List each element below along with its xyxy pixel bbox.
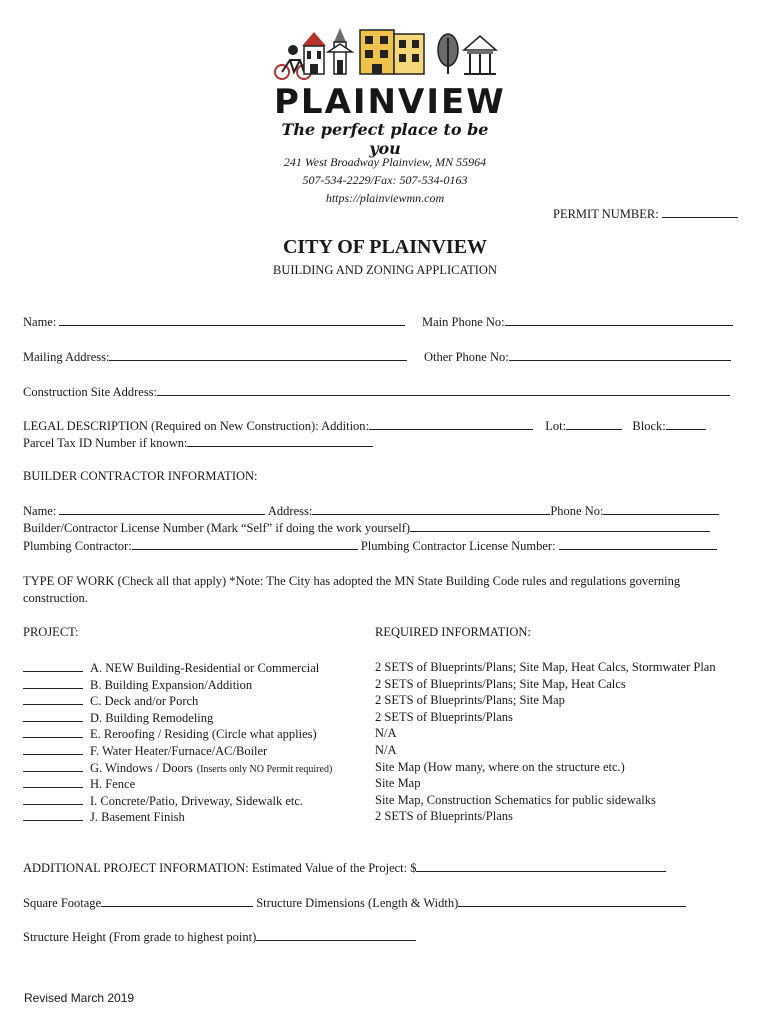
parcel-row (23, 435, 373, 451)
structure-height-field[interactable] (256, 929, 416, 941)
project-check-field[interactable] (23, 710, 83, 722)
permit-number-row (553, 206, 738, 222)
project-label: G. Windows / Doors (90, 760, 193, 775)
type-of-work-line-2: construction. (23, 591, 88, 605)
license-field[interactable] (410, 520, 710, 532)
required-heading: REQUIRED INFORMATION: (375, 625, 531, 639)
builder-heading: BUILDER CONTRACTOR INFORMATION: (23, 469, 258, 483)
project-label: E. Reroofing / Residing (Circle what applies) (90, 727, 317, 742)
required-info: N/A (375, 726, 397, 741)
builder-address-field[interactable] (312, 503, 550, 515)
church-icon (328, 28, 352, 74)
other-phone-label: Other Phone No: (424, 350, 509, 364)
project-label: B. Building Expansion/Addition (90, 677, 253, 692)
project-check-field[interactable] (23, 793, 83, 805)
project-label: C. Deck and/or Porch (90, 694, 199, 709)
block-field[interactable] (666, 418, 706, 430)
required-info: Site Map (375, 776, 421, 791)
storefront-icon (360, 30, 424, 74)
address-line-3: https://plainviewmn.com (325, 191, 445, 205)
logo-tagline: The perfect place to be you (281, 120, 489, 158)
plainview-logo (268, 24, 506, 158)
builder-phone-label: Phone No: (550, 504, 604, 518)
required-info: 2 SETS of Blueprints/Plans; Site Map (375, 693, 565, 708)
project-row (23, 710, 213, 726)
parcel-label: Parcel Tax ID Number if known: (23, 436, 188, 450)
required-info: Site Map (How many, where on the structure etc.) (375, 759, 625, 774)
required-info: Site Map, Construction Schematics for public sidewalks (375, 792, 656, 807)
builder-name-row (23, 503, 719, 519)
other-phone-row (424, 349, 731, 365)
site-field[interactable] (157, 384, 730, 396)
project-row (23, 726, 317, 742)
project-check-field[interactable] (23, 760, 83, 772)
project-label: I. Concrete/Patio, Driveway, Sidewalk etc. (90, 793, 304, 808)
main-phone-row (422, 314, 733, 330)
other-phone-field[interactable] (509, 349, 731, 361)
mailing-label: Mailing Address: (23, 350, 110, 364)
dimensions-row (23, 895, 686, 911)
required-info: N/A (375, 743, 397, 757)
project-check-field[interactable] (23, 776, 83, 788)
required-info: 2 SETS of Blueprints/Plans; Site Map, Heat Calcs (375, 676, 626, 691)
plumbing-field[interactable] (132, 538, 358, 550)
mailing-field[interactable] (109, 349, 407, 361)
project-row (23, 793, 303, 809)
project-check-field[interactable] (23, 726, 83, 738)
project-check-field[interactable] (23, 693, 83, 705)
tree-icon (438, 34, 458, 74)
license-label: Builder/Contractor License Number (Mark “Self” if doing the work yourself) (23, 521, 411, 535)
project-label: J. Basement Finish (90, 810, 185, 825)
legal-row (23, 418, 706, 434)
main-phone-field[interactable] (505, 314, 733, 326)
plumbing-license-label: Plumbing Contractor License Number: (360, 539, 556, 553)
height-row (23, 929, 416, 945)
project-row (23, 809, 185, 825)
site-label: Construction Site Address: (23, 385, 158, 399)
permit-number-field[interactable] (662, 206, 738, 218)
page-subtitle: BUILDING AND ZONING APPLICATION (273, 263, 497, 277)
builder-name-field[interactable] (59, 503, 265, 515)
gazebo-icon (302, 32, 326, 74)
plumbing-label: Plumbing Contractor: (23, 539, 132, 553)
logo-wordmark: PLAINVIEW (274, 82, 506, 122)
legal-label: LEGAL DESCRIPTION (Required on New Construction): Addition: (23, 419, 370, 433)
estimated-value-row (23, 860, 666, 876)
project-label: H. Fence (90, 777, 136, 792)
plumbing-license-field[interactable] (559, 538, 717, 550)
required-info: 2 SETS of Blueprints/Plans (375, 809, 513, 824)
project-row (23, 660, 319, 676)
square-footage-field[interactable] (101, 895, 253, 907)
addition-field[interactable] (369, 418, 533, 430)
block-label: Block: (632, 419, 666, 433)
square-footage-label: Square Footage (23, 896, 102, 910)
estimated-value-label: ADDITIONAL PROJECT INFORMATION: Estimated Value of the Project: $ (23, 861, 417, 875)
mailing-row (23, 349, 407, 365)
page-title: CITY OF PLAINVIEW (282, 236, 488, 258)
plumbing-row (23, 538, 717, 554)
name-row (23, 314, 405, 330)
site-row (23, 384, 730, 400)
project-check-field[interactable] (23, 677, 83, 689)
structure-height-label: Structure Height (From grade to highest point) (23, 930, 257, 944)
type-of-work-line-1: TYPE OF WORK (Check all that apply) *Note: The City has adopted the MN State Building Code rules and regulations governing (23, 574, 681, 588)
project-row (23, 760, 332, 776)
project-label: D. Building Remodeling (90, 710, 214, 725)
builder-address-label: Address: (267, 504, 313, 518)
project-row (23, 776, 135, 792)
required-info: 2 SETS of Blueprints/Plans; Site Map, Heat Calcs, Stormwater Plan (375, 660, 716, 674)
name-field[interactable] (59, 314, 405, 326)
estimated-value-field[interactable] (416, 860, 666, 872)
address-line-1: 241 West Broadway Plainview, MN 55964 (283, 155, 487, 169)
builder-name-label: Name: (23, 504, 57, 518)
parcel-field[interactable] (187, 435, 373, 447)
structure-dimensions-field[interactable] (458, 895, 686, 907)
project-row (23, 677, 252, 693)
project-note: (Inserts only NO Permit required) (196, 763, 333, 775)
revision-footer: Revised March 2019 (24, 991, 135, 1005)
permit-number-label: PERMIT NUMBER: (553, 207, 659, 221)
project-label: A. NEW Building-Residential or Commercial (90, 661, 320, 675)
main-phone-label: Main Phone No: (422, 315, 505, 329)
project-heading: PROJECT: (23, 625, 79, 639)
pavilion-icon (464, 36, 496, 74)
project-label: F. Water Heater/Furnace/AC/Boiler (90, 744, 268, 758)
structure-dimensions-label: Structure Dimensions (Length & Width) (256, 896, 459, 910)
lot-label: Lot: (545, 419, 567, 433)
builder-phone-field[interactable] (603, 503, 719, 515)
name-label: Name: (23, 315, 57, 329)
required-info: 2 SETS of Blueprints/Plans (375, 709, 513, 724)
project-row (23, 693, 198, 709)
project-check-field[interactable] (23, 660, 83, 672)
project-check-field[interactable] (23, 809, 83, 821)
lot-field[interactable] (566, 418, 622, 430)
license-row (23, 520, 710, 536)
project-row (23, 743, 267, 759)
address-line-2: 507-534-2229/Fax: 507-534-0163 (302, 173, 468, 187)
project-check-field[interactable] (23, 743, 83, 755)
town-buildings-icon (268, 24, 502, 84)
